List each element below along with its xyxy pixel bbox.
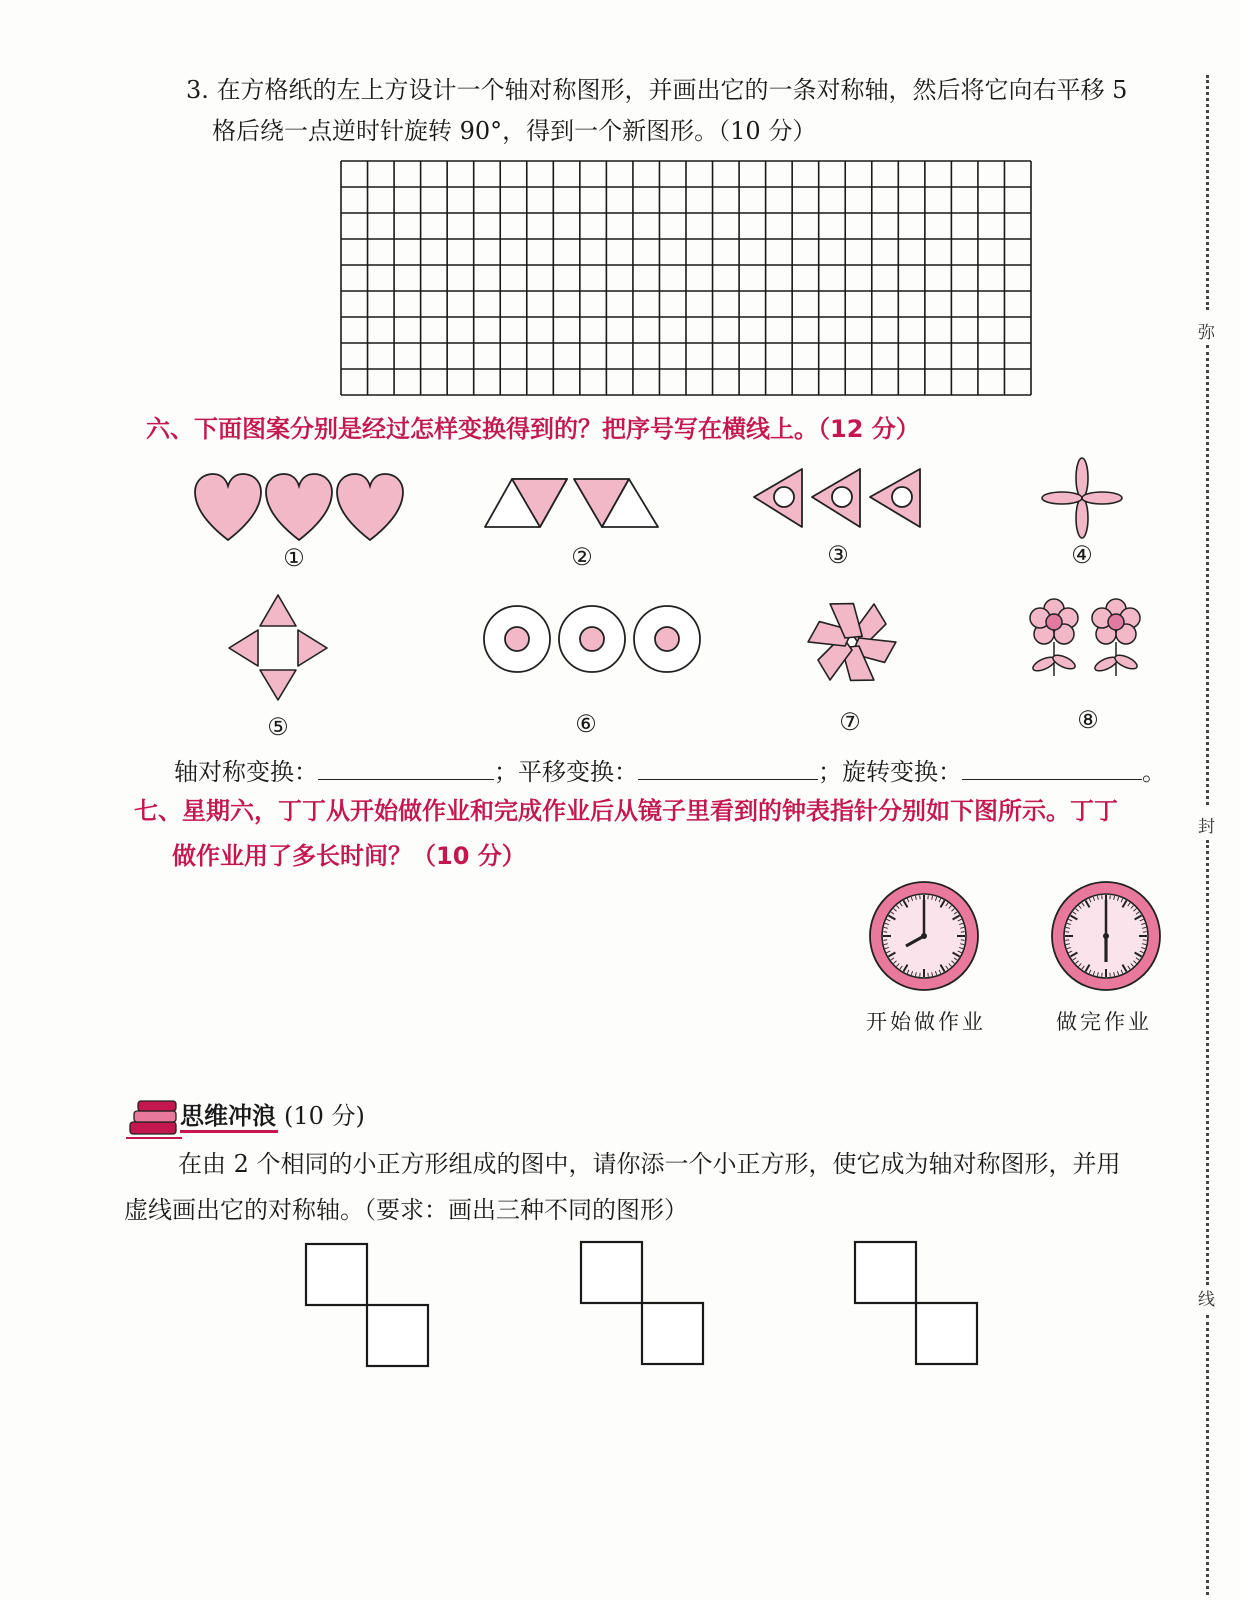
binding-char-xian: 线	[1198, 1290, 1215, 1310]
clock-end	[1050, 880, 1162, 992]
two-squares-figure-2[interactable]	[579, 1240, 707, 1366]
square-grid[interactable]	[340, 160, 1032, 396]
binding-char-mi: 弥	[1198, 323, 1215, 343]
thinking-title-text: 思维冲浪	[180, 1102, 278, 1133]
q3-line1: 3. 在方格纸的左上方设计一个轴对称图形，并画出它的一条对称轴，然后将它向右平移 5	[186, 76, 1128, 104]
binding-dotted-line	[1206, 1315, 1209, 1595]
figure-2-triangles	[482, 476, 662, 531]
figure-label-6: ⑥	[575, 710, 597, 738]
answer-translate-blank[interactable]	[638, 757, 818, 780]
clock-start-caption: 开始做作业	[866, 1010, 986, 1034]
books-icon	[126, 1098, 182, 1140]
figure-label-8: ⑧	[1077, 706, 1099, 734]
figure-label-5: ⑤	[267, 713, 289, 741]
section7-line1: 七、星期六，丁丁从开始做作业和完成作业后从镜子里看到的钟表指针分别如下图所示。丁丁	[134, 797, 1118, 825]
section6-heading: 六、下面图案分别是经过怎样变换得到的？把序号写在横线上。（12 分）	[146, 415, 920, 443]
binding-char-feng: 封	[1198, 817, 1215, 837]
answer-axis-blank[interactable]	[318, 757, 494, 780]
thinking-line2: 虚线画出它的对称轴。（要求：画出三种不同的图形）	[124, 1196, 688, 1224]
figure-label-3: ③	[827, 541, 849, 569]
figure-6-rings	[482, 603, 704, 675]
thinking-title	[180, 1102, 365, 1131]
binding-dotted-line	[1206, 75, 1209, 310]
two-squares-figure-1[interactable]	[304, 1242, 432, 1368]
figure-5-four-triangles	[226, 592, 330, 704]
answer-rotate-blank[interactable]	[962, 757, 1142, 780]
q3-line2: 格后绕一点逆时针旋转 90°，得到一个新图形。（10 分）	[212, 117, 817, 145]
figure-label-4: ④	[1071, 541, 1093, 569]
figure-3-triangles-circles	[750, 466, 926, 532]
thinking-line1: 在由 2 个相同的小正方形组成的图中，请你添一个小正方形，使它成为轴对称图形，并用	[178, 1150, 1121, 1178]
answer-axis-label: 轴对称变换：	[174, 758, 318, 786]
figure-8-flowers	[1024, 596, 1150, 682]
answer-end: 。	[1142, 758, 1166, 786]
answer-row	[174, 757, 1166, 787]
binding-dotted-line	[1206, 345, 1209, 805]
figure-label-1: ①	[283, 544, 305, 572]
answer-rotate-label: ；旋转变换：	[818, 758, 962, 786]
figure-label-7: ⑦	[839, 708, 861, 736]
two-squares-figure-3[interactable]	[853, 1240, 981, 1366]
section7-line2: 做作业用了多长时间？（10 分）	[172, 842, 526, 870]
clock-end-caption: 做完作业	[1056, 1010, 1152, 1034]
binding-dotted-line	[1206, 840, 1209, 1285]
answer-translate-label: ；平移变换：	[494, 758, 638, 786]
figure-4-petal-cross	[1040, 456, 1124, 540]
clock-start	[868, 880, 980, 992]
figure-1-hearts	[192, 472, 407, 544]
figure-label-2: ②	[571, 543, 593, 571]
thinking-points: (10 分)	[284, 1102, 365, 1130]
figure-7-pinwheel	[806, 600, 898, 684]
